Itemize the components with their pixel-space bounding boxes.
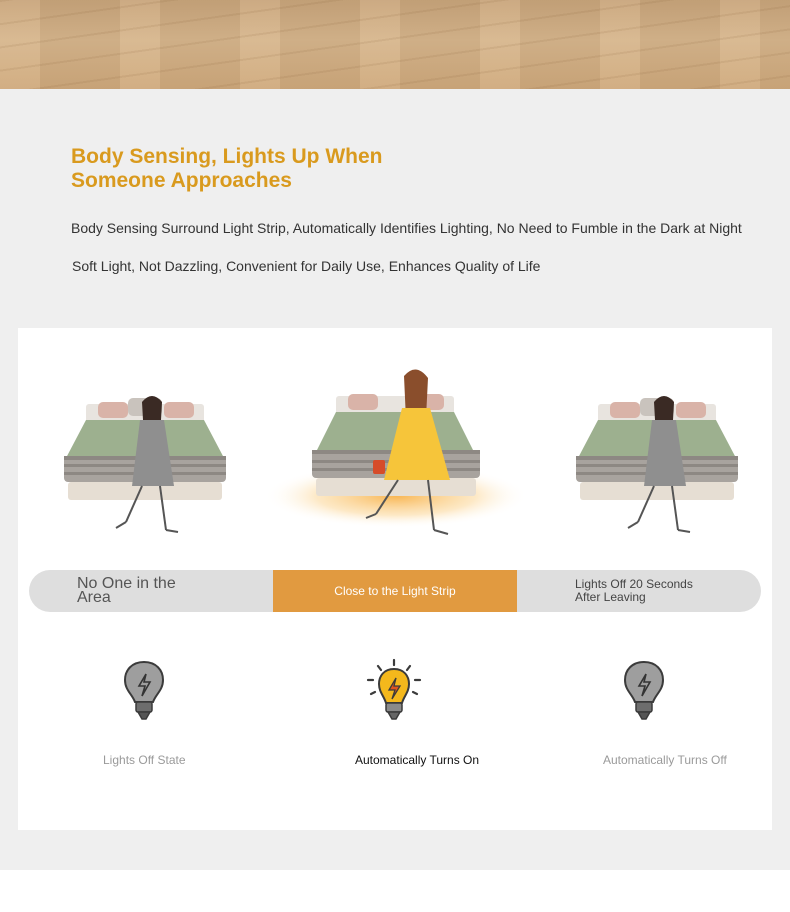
step-selector <box>29 570 761 612</box>
step-no-one[interactable] <box>29 570 273 612</box>
bed-scene-no-one <box>56 368 234 544</box>
step-no-one-label-line-1: No One in the <box>77 575 176 592</box>
bed-scene-leaving <box>568 368 746 544</box>
step-no-one-label <box>77 577 217 605</box>
step-no-one-label-line-2: Area <box>77 589 111 606</box>
step-lights-off-label <box>575 578 725 604</box>
step-lights-off-after-leaving[interactable] <box>517 570 761 612</box>
wood-floor-image <box>0 0 790 89</box>
caption-automatically-turns-on: Automatically Turns On <box>355 753 480 767</box>
step-close-to-strip[interactable] <box>273 570 517 612</box>
bed-scene-approaching <box>266 368 526 544</box>
step-lights-off-label-line-2: After Leaving <box>575 590 646 604</box>
description-line-1: Body Sensing Surround Light Strip, Automatically Identifies Lighting, No Need to Fumble in the Dark at Night <box>71 220 742 236</box>
description-line-2: Soft Light, Not Dazzling, Convenient for Daily Use, Enhances Quality of Life <box>72 258 541 274</box>
headline <box>71 145 491 193</box>
headline-line-1: Body Sensing, Lights Up When <box>71 145 383 168</box>
headline-line-2: Someone Approaches <box>71 169 292 192</box>
step-close-to-strip-label: Close to the Light Strip <box>334 584 456 598</box>
step-lights-off-label-line-1: Lights Off 20 Seconds <box>575 577 693 591</box>
bulb-on-icon <box>363 658 425 733</box>
caption-lights-off-state: Lights Off State <box>103 753 186 767</box>
bulb-off-icon <box>622 658 666 733</box>
bulb-off-icon <box>122 658 166 733</box>
illustration-card <box>18 328 772 830</box>
caption-automatically-turns-off: Automatically Turns Off <box>603 753 727 767</box>
